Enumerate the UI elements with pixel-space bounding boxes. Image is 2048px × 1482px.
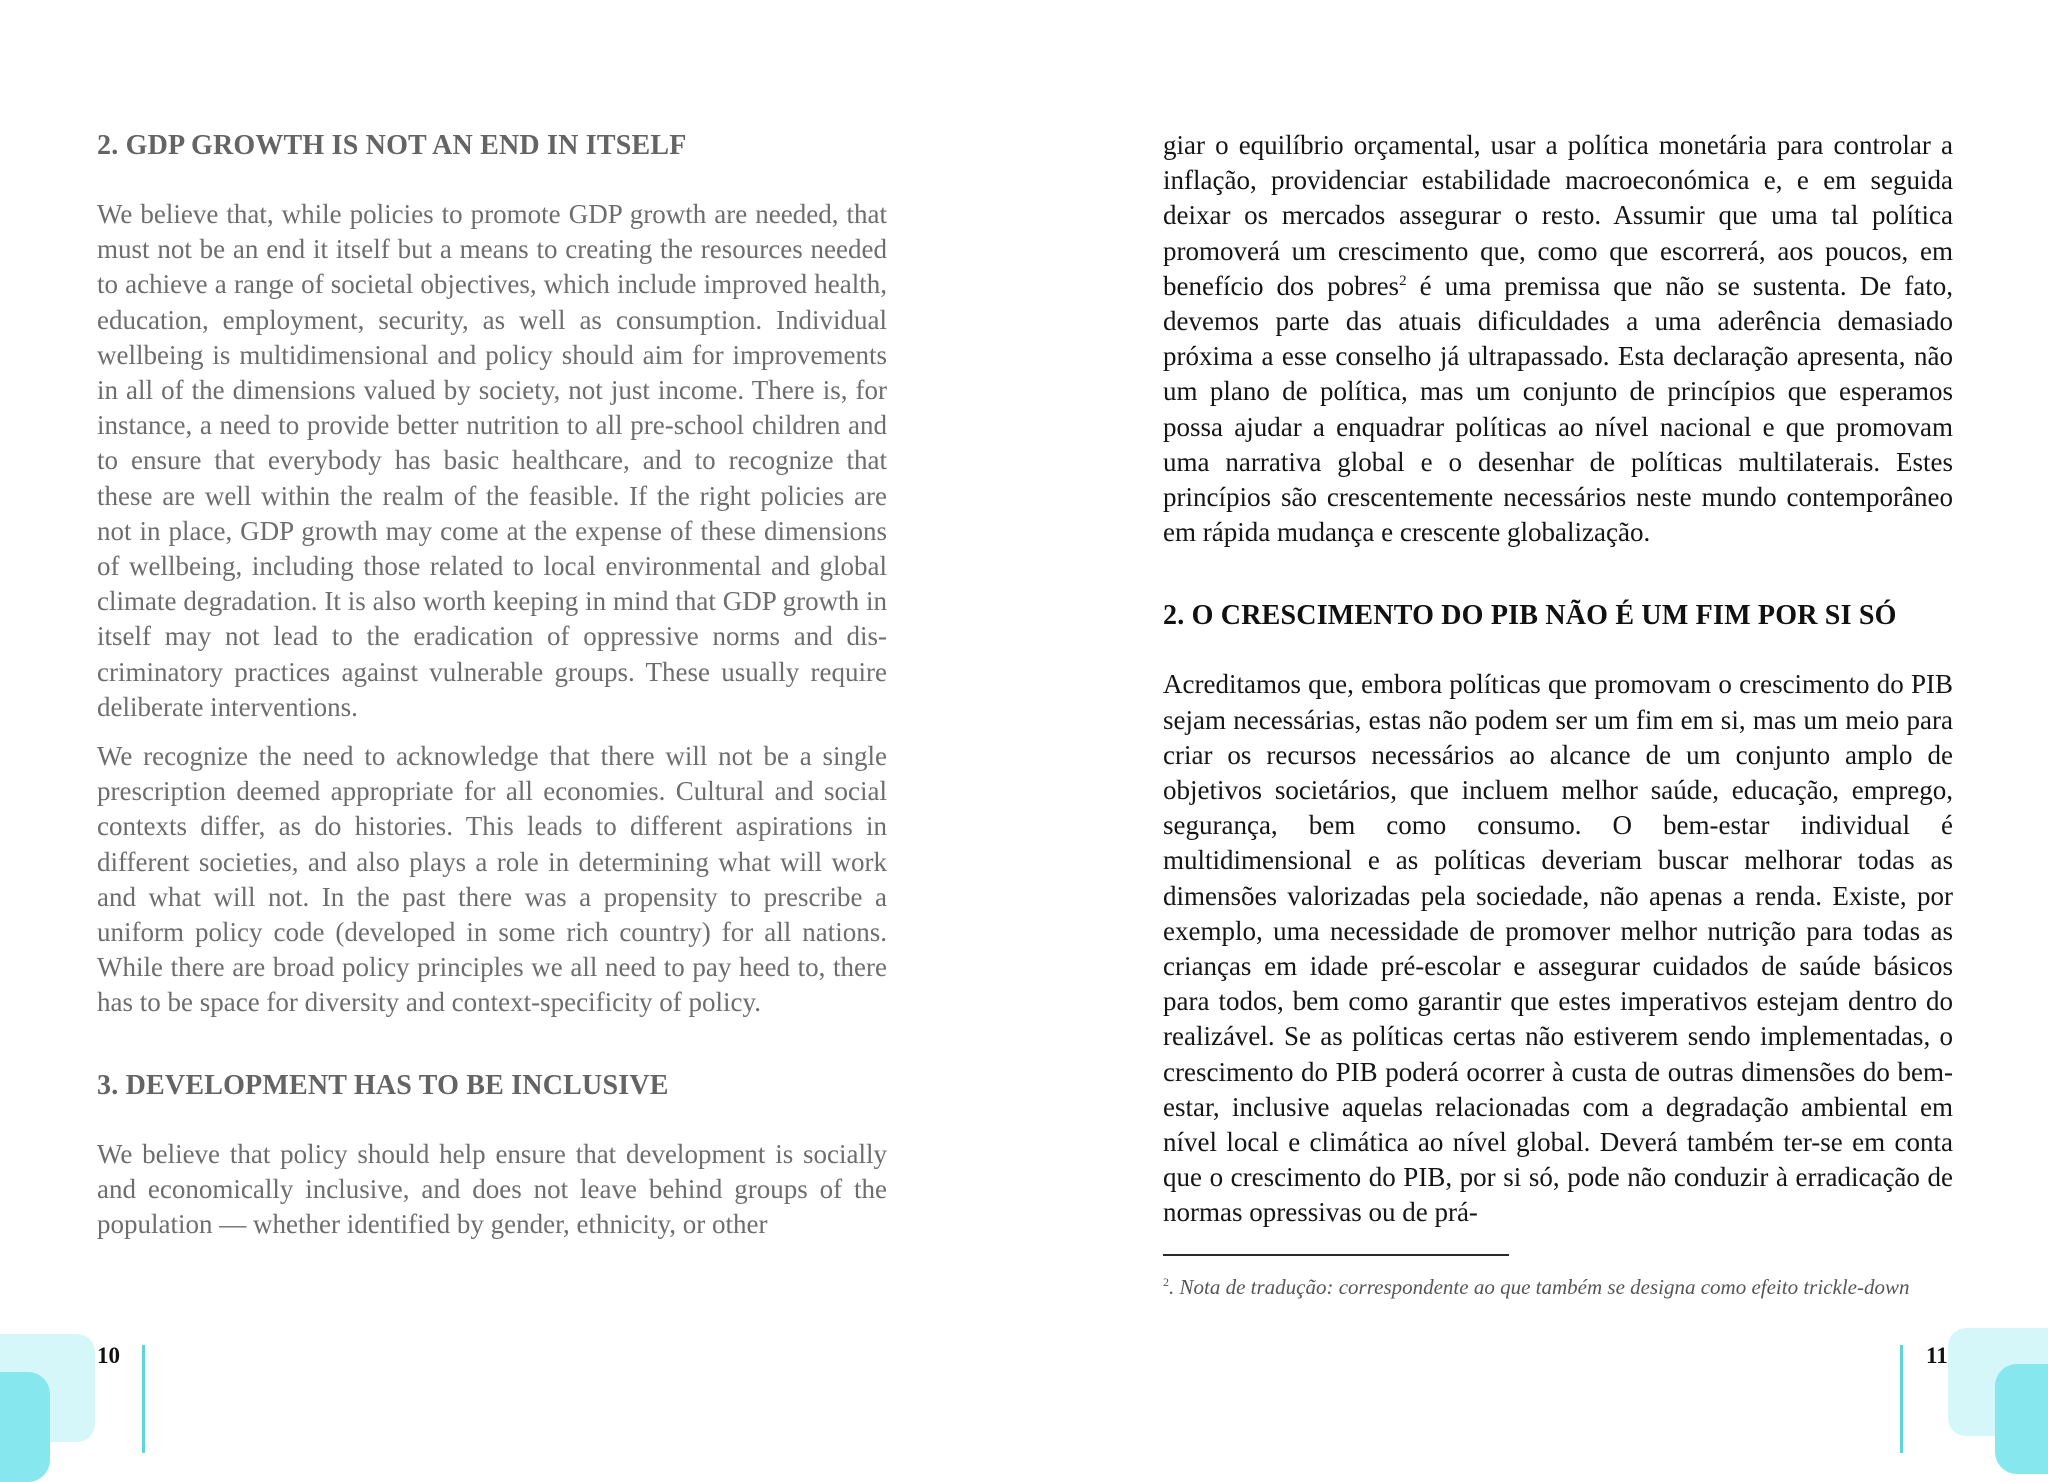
page-margin-line-right (1900, 1345, 1903, 1453)
paragraph: We believe that policy should help ensure that development is socially and economically inclusive, and does not leave behind groups of the population — whether identified by gender, ethnicity, or other (97, 1138, 887, 1240)
right-page-column (1163, 128, 1953, 1231)
page-margin-line-left (142, 1345, 145, 1453)
paragraph: We believe that, while policies to promote GDP growth are needed, that must not be an end it itself but a means to creating the resources needed to achieve a range of societal objectives, which include improved health, education, employment, security, as well as consumption. Individual wellbeing is multidimensional and policy should aim for improvements in all of the dimensions valued by society, not just income. There is, for instance, a need to provide better nutrition to all pre-school children and to ensure that everybody has basic healthcare, and to recognize that these are well within the realm of the feasible. If the right policies are not in place, GDP growth may come at the expense of these dimensions of wellbeing, including those related to local environmental and global climate degradation. It is also worth keeping in mind that GDP growth in itself may not lead to the eradication of oppressive norms and discriminatory practices against vulnerable groups. These usually require deliberate interventions. (97, 199, 887, 722)
paragraph: Acreditamos que, embora políticas que promovam o crescimento do PIB sejam necessárias, estas não podem ser um fim em si, mas um meio para criar os recursos necessários ao alcance de um conjunto amplo de objetivos societários, que incluem melhor saúde, educação, emprego, segurança, bem como consumo. O bem-estar individual é multidimensional e as políticas deveriam buscar melhorar todas as dimensões valorizadas pela sociedade, não apenas a renda. Existe, por exemplo, uma necessidade de promover melhor nutrição para todas as crianças em idade pré-escolar e assegurar cuidados de saúde básicos para todos, bem como garantir que estes imperativos estejam dentro do realizável. Se as políticas certas não estiverem sendo implementadas, o crescimento do PIB poderá ocorrer à custa de outras dimensões do bem-estar, inclusive aquelas relacionadas com a degradação ambiental em nível local e climática ao nível global. Deverá também ter-se em conta que o crescimento do PIB, por si só, pode não conduzir à erradicação de normas opressivas ou de prá- (1163, 669, 1953, 1228)
footnote-text: . Nota de tradução: correspondente ao que também se designa como efeito trickle-down (1169, 1275, 1910, 1299)
footnote-divider (1163, 1254, 1509, 1256)
continued-paragraph (1163, 128, 1953, 550)
paragraph-text: é uma premissa que não se sustenta. De fato, devemos parte das atuais dificuldades a uma aderência demasiado próxima a esse conselho já ultrapassado. Esta declaração apresenta, não um plano de política, mas um conjunto de princípios que esperamos possa ajudar a enquadrar políticas ao nível nacional e que promovam uma narrativa global e o desenhar de políticas multilaterais. Estes princípios são crescentemente necessários neste mundo contemporâneo em rápida mudança e crescente globalização. (1163, 270, 1954, 548)
page-number-left: 10 (97, 1343, 120, 1368)
footnote (1163, 1273, 1953, 1302)
page-tab-decoration-left-inner (0, 1372, 50, 1482)
footnote-reference[interactable]: 2 (1399, 272, 1407, 289)
section-heading-inclusive-development: 3. DEVELOPMENT HAS TO BE INCLUSIVE (97, 1069, 669, 1101)
section-heading-gdp-growth: 2. GDP GROWTH IS NOT AN END IN ITSELF (97, 130, 687, 161)
page-number-right: 11 (1926, 1343, 1948, 1368)
footnote-marker: 2 (1163, 1275, 1169, 1289)
section-heading-crescimento-pib: 2. O CRESCIMENTO DO PIB NÃO É UM FIM POR SI SÓ (1163, 600, 1897, 632)
paragraph-text: giar o equilíbrio orçamental, usar a política monetária para controlar a inflação, providenciar estabilidade macroeconómica e, e em seguida deixar os mercados assegurar o resto. Assumir que uma tal política promoverá um crescimento que, como que escorrerá, aos poucos, em benefício dos pobres (1163, 130, 1953, 301)
page-tab-decoration-right-inner (1995, 1364, 2048, 1474)
paragraph: We recognize the need to acknowledge that there will not be a single prescription deemed appropriate for all economies. Cultural and social contexts differ, as do histories. This leads to different aspirations in different societies, and also plays a role in determining what will work and what will not. In the past there was a propensity to prescribe a uniform policy code (developed in some rich country) for all nations. While there are broad policy principles we all need to pay heed to, there has to be space for diversity and context-specificity of policy. (97, 741, 887, 1018)
left-page-column (97, 128, 887, 1242)
